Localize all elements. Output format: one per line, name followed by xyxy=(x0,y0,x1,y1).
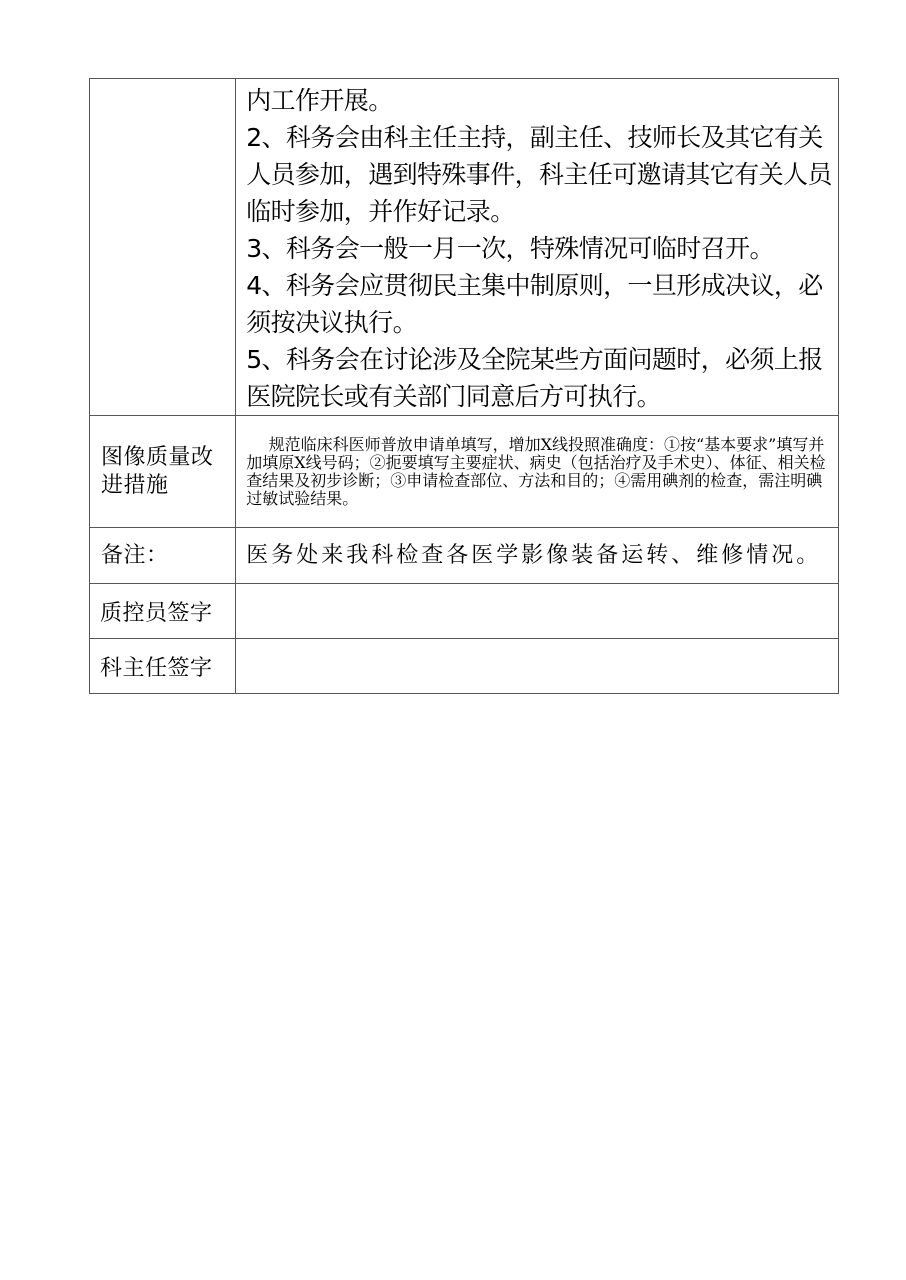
notes-label: 备注： xyxy=(101,542,169,568)
image-quality-label: 图像质量改进措施 xyxy=(101,444,214,498)
meeting-rules-row xyxy=(90,79,839,416)
director-signature-row xyxy=(90,639,839,694)
qc-signature-label: 质控员签字 xyxy=(100,600,213,626)
rule-line: 4、科务会应贯彻民主集中制原则，一旦形成决议，必须按决议执行。 xyxy=(246,271,823,337)
notes-row xyxy=(90,528,839,584)
image-quality-content-cell xyxy=(236,416,839,528)
qc-signature-label-cell xyxy=(90,584,236,639)
department-record-table xyxy=(89,78,839,694)
image-quality-label-cell xyxy=(90,416,236,528)
rule-line: 5、科务会在讨论涉及全院某些方面问题时，必须上报医院院长或有关部门同意后方可执行。 xyxy=(246,345,823,411)
director-signature-label: 科主任签字 xyxy=(100,655,213,681)
rule-line: 2、科务会由科主任主持，副主任、技师长及其它有关人员参加，遇到特殊事件，科主任可邀请其它有关人员临时参加，并作好记录。 xyxy=(246,123,832,226)
notes-text: 医务处来我科检查各医学影像装备运转、维修情况。 xyxy=(246,543,822,568)
director-signature-label-cell xyxy=(90,639,236,694)
image-quality-measures-text: 规范临床科医师普放申请单填写，增加X线投照准确度：①按“基本要求”填写并加填原X线号码；②扼要填写主要症状、病史（包括治疗及手术史）、体征、相关检查结果及初步诊断；③申请检查部位、方法和目的；④需用碘剂的检查，需注明碘过敏试验结果。 xyxy=(246,434,826,508)
notes-label-cell xyxy=(90,528,236,584)
meeting-rules-text xyxy=(236,79,838,415)
meeting-rules-cell xyxy=(236,79,839,416)
qc-signature-field[interactable] xyxy=(236,584,839,639)
notes-content-cell xyxy=(236,528,839,584)
rule-line: 内工作开展。 xyxy=(246,86,393,115)
director-signature-field[interactable] xyxy=(236,639,839,694)
image-quality-row xyxy=(90,416,839,528)
meeting-rules-label-cell xyxy=(90,79,236,416)
qc-signature-row xyxy=(90,584,839,639)
rule-line: 3、科务会一般一月一次，特殊情况可临时召开。 xyxy=(246,234,774,263)
